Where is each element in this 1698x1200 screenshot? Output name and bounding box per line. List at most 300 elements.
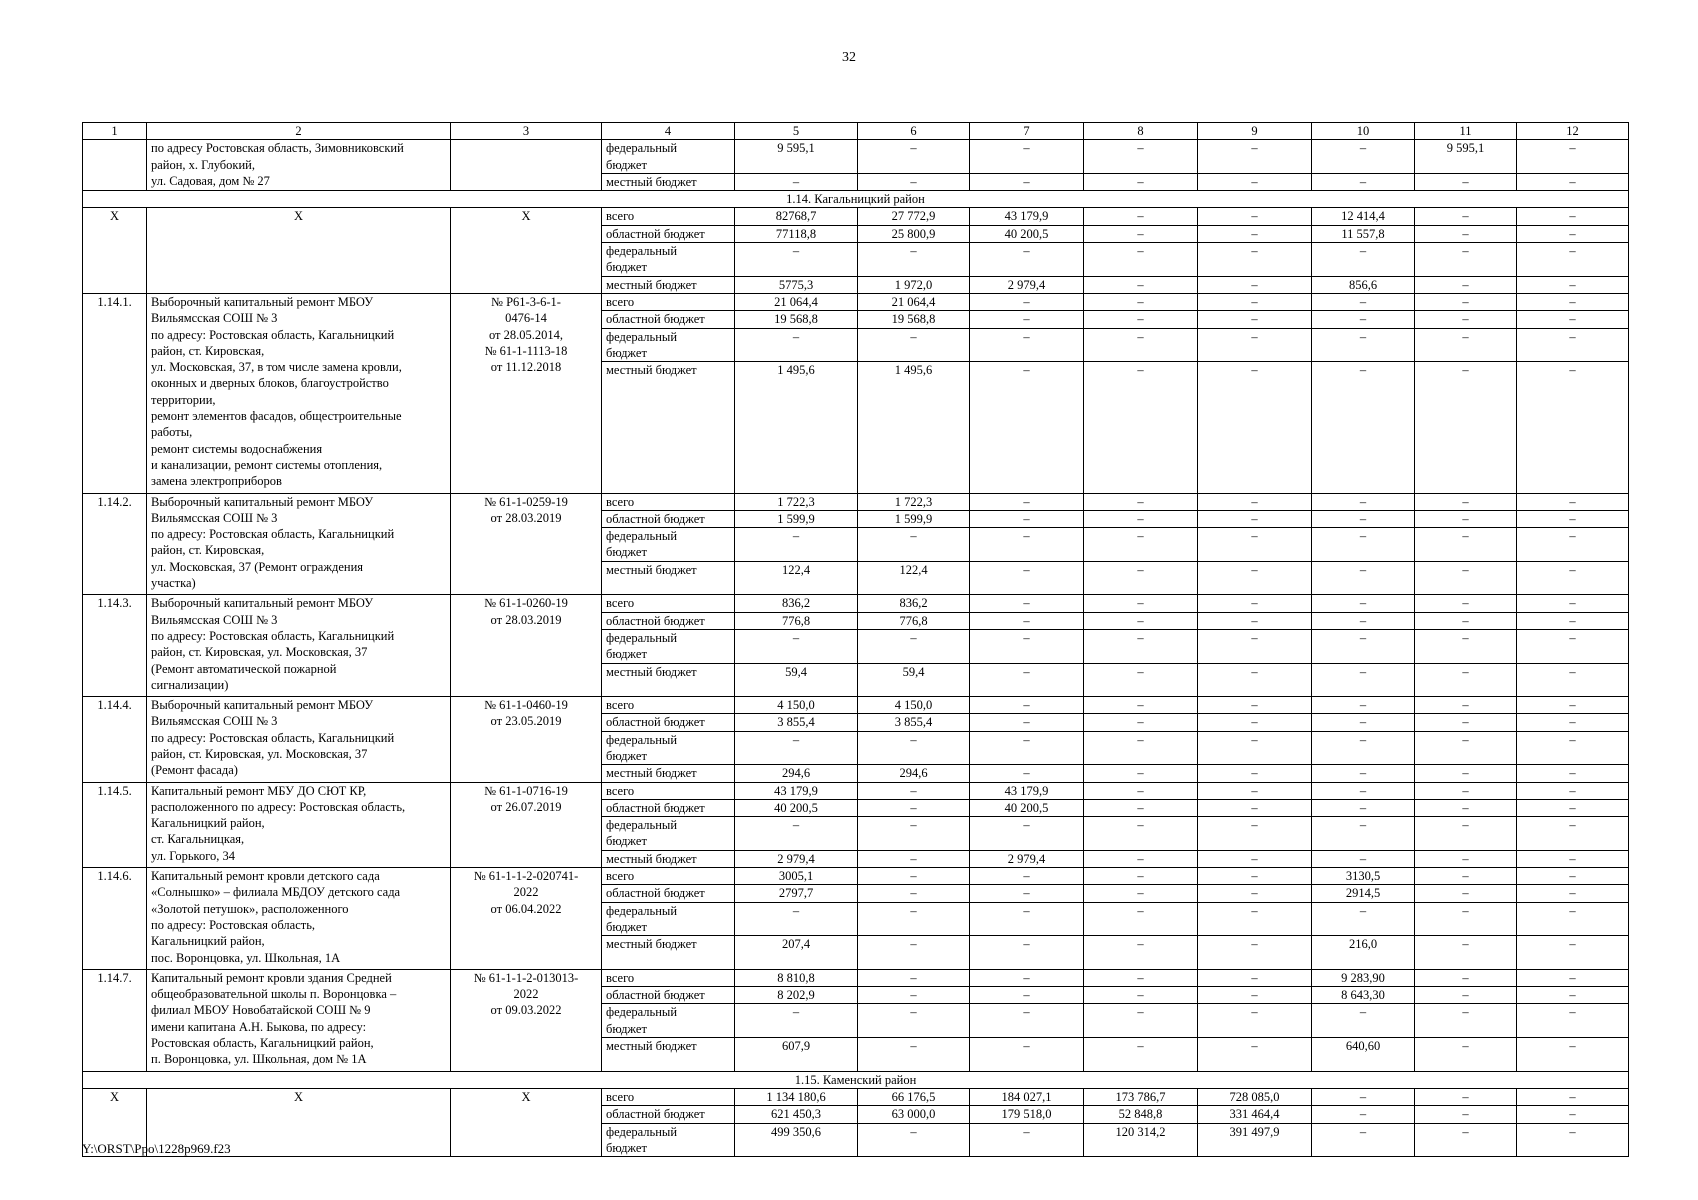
- budget-type-label: федеральный бюджет: [602, 629, 735, 663]
- amount-cell: –: [1517, 799, 1629, 816]
- budget-type-label: местный бюджет: [602, 173, 735, 190]
- amount-cell: –: [1198, 293, 1312, 310]
- table-row: [83, 208, 1629, 225]
- amount-cell: –: [1084, 765, 1198, 782]
- budget-type-label: всего: [602, 782, 735, 799]
- amount-cell: –: [1084, 731, 1198, 765]
- amount-cell: 331 464,4: [1198, 1106, 1312, 1123]
- amount-cell: –: [1517, 225, 1629, 242]
- amount-cell: –: [1312, 1088, 1415, 1105]
- budget-type-label: местный бюджет: [602, 276, 735, 293]
- item-number: 1.14.2.: [83, 493, 147, 595]
- summary-mark: Х: [83, 1088, 147, 1156]
- amount-cell: –: [1084, 493, 1198, 510]
- item-description: Выборочный капитальный ремонт МБОУ Вильямсская СОШ № 3 по адресу: Ростовская область, Кагальницкий район, ст. Кировская, ул. Московская, 37 (Ремонт ограждения участка): [147, 493, 451, 595]
- amount-cell: –: [970, 868, 1084, 885]
- amount-cell: 836,2: [735, 595, 858, 612]
- amount-cell: –: [1415, 1038, 1517, 1072]
- table-row: [83, 293, 1629, 310]
- amount-cell: –: [858, 902, 970, 936]
- amount-cell: –: [970, 765, 1084, 782]
- amount-cell: –: [1415, 817, 1517, 851]
- item-description: Капитальный ремонт МБУ ДО СЮТ КР, расположенного по адресу: Ростовская область, Кагальницкий район, ст. Кагальницкая, ул. Горького, 34: [147, 782, 451, 867]
- amount-cell: –: [1198, 595, 1312, 612]
- document-number: № 61-1-0716-19 от 26.07.2019: [451, 782, 602, 867]
- amount-cell: –: [1415, 225, 1517, 242]
- column-number: 8: [1084, 123, 1198, 140]
- amount-cell: –: [1312, 731, 1415, 765]
- amount-cell: –: [1517, 663, 1629, 697]
- amount-cell: –: [1198, 885, 1312, 902]
- amount-cell: 391 497,9: [1198, 1123, 1312, 1157]
- amount-cell: –: [1312, 663, 1415, 697]
- amount-cell: –: [1415, 850, 1517, 867]
- item-description: Выборочный капитальный ремонт МБОУ Вильямсская СОШ № 3 по адресу: Ростовская область, Кагальницкий район, ст. Кировская, ул. Московская, 37 (Ремонт автоматической пожарной сигнализации): [147, 595, 451, 697]
- amount-cell: 8 643,30: [1312, 987, 1415, 1004]
- amount-cell: 216,0: [1312, 936, 1415, 970]
- amount-cell: –: [1198, 612, 1312, 629]
- item-number: 1.14.1.: [83, 293, 147, 493]
- table-row: [83, 782, 1629, 799]
- budget-type-label: федеральный бюджет: [602, 902, 735, 936]
- amount-cell: –: [1517, 936, 1629, 970]
- document-number: № Р61-3-6-1- 0476-14 от 28.05.2014, № 61-1-1113-18 от 11.12.2018: [451, 293, 602, 493]
- budget-type-label: областной бюджет: [602, 311, 735, 328]
- amount-cell: –: [970, 663, 1084, 697]
- amount-cell: –: [1312, 328, 1415, 362]
- amount-cell: –: [1084, 782, 1198, 799]
- budget-type-label: федеральный бюджет: [602, 1004, 735, 1038]
- amount-cell: 1 722,3: [735, 493, 858, 510]
- amount-cell: –: [1517, 362, 1629, 493]
- amount-cell: –: [858, 140, 970, 174]
- amount-cell: –: [1084, 293, 1198, 310]
- amount-cell: –: [1415, 969, 1517, 986]
- amount-cell: –: [1415, 697, 1517, 714]
- amount-cell: –: [1517, 293, 1629, 310]
- amount-cell: –: [970, 362, 1084, 493]
- amount-cell: –: [1084, 208, 1198, 225]
- amount-cell: –: [1415, 885, 1517, 902]
- amount-cell: –: [1415, 510, 1517, 527]
- summary-mark: Х: [147, 1088, 451, 1156]
- amount-cell: –: [1312, 765, 1415, 782]
- amount-cell: 499 350,6: [735, 1123, 858, 1157]
- amount-cell: 3005,1: [735, 868, 858, 885]
- amount-cell: –: [1084, 629, 1198, 663]
- amount-cell: 1 599,9: [858, 510, 970, 527]
- amount-cell: 21 064,4: [858, 293, 970, 310]
- budget-type-label: областной бюджет: [602, 885, 735, 902]
- amount-cell: 27 772,9: [858, 208, 970, 225]
- document-number: № 61-1-0460-19 от 23.05.2019: [451, 697, 602, 782]
- amount-cell: –: [1198, 328, 1312, 362]
- budget-type-label: федеральный бюджет: [602, 140, 735, 174]
- amount-cell: –: [1198, 714, 1312, 731]
- budget-type-label: местный бюджет: [602, 663, 735, 697]
- amount-cell: –: [970, 987, 1084, 1004]
- budget-type-label: всего: [602, 493, 735, 510]
- amount-cell: 2 979,4: [735, 850, 858, 867]
- amount-cell: –: [1084, 510, 1198, 527]
- amount-cell: –: [1084, 328, 1198, 362]
- column-number: 11: [1415, 123, 1517, 140]
- footer-file-path: Y:\ORST\Ppo\1228p969.f23: [82, 1141, 231, 1156]
- column-number: 2: [147, 123, 451, 140]
- amount-cell: –: [970, 612, 1084, 629]
- amount-cell: –: [1198, 969, 1312, 986]
- amount-cell: 1 972,0: [858, 276, 970, 293]
- amount-cell: –: [1198, 1004, 1312, 1038]
- amount-cell: –: [1415, 1106, 1517, 1123]
- amount-cell: –: [1517, 1106, 1629, 1123]
- amount-cell: –: [1415, 173, 1517, 190]
- amount-cell: 3 855,4: [858, 714, 970, 731]
- amount-cell: –: [1084, 276, 1198, 293]
- amount-cell: –: [970, 243, 1084, 277]
- column-number: 10: [1312, 123, 1415, 140]
- amount-cell: –: [1517, 868, 1629, 885]
- amount-cell: –: [1415, 311, 1517, 328]
- amount-cell: 184 027,1: [970, 1088, 1084, 1105]
- amount-cell: –: [970, 328, 1084, 362]
- budget-table: [82, 122, 1629, 1157]
- amount-cell: –: [970, 969, 1084, 986]
- amount-cell: –: [1415, 1004, 1517, 1038]
- budget-type-label: областной бюджет: [602, 799, 735, 816]
- document-number: [451, 140, 602, 191]
- column-number: 9: [1198, 123, 1312, 140]
- amount-cell: 294,6: [858, 765, 970, 782]
- table-row: [83, 969, 1629, 986]
- amount-cell: 40 200,5: [970, 225, 1084, 242]
- amount-cell: –: [970, 1038, 1084, 1072]
- amount-cell: –: [1517, 276, 1629, 293]
- amount-cell: 2914,5: [1312, 885, 1415, 902]
- budget-type-label: областной бюджет: [602, 612, 735, 629]
- amount-cell: –: [1415, 561, 1517, 595]
- amount-cell: –: [1084, 697, 1198, 714]
- amount-cell: –: [1312, 799, 1415, 816]
- amount-cell: –: [1517, 561, 1629, 595]
- column-number: 6: [858, 123, 970, 140]
- amount-cell: –: [1198, 208, 1312, 225]
- amount-cell: –: [858, 629, 970, 663]
- amount-cell: –: [1312, 311, 1415, 328]
- budget-type-label: федеральный бюджет: [602, 817, 735, 851]
- amount-cell: –: [1517, 595, 1629, 612]
- amount-cell: –: [1415, 987, 1517, 1004]
- amount-cell: –: [1198, 663, 1312, 697]
- amount-cell: 1 599,9: [735, 510, 858, 527]
- budget-type-label: местный бюджет: [602, 561, 735, 595]
- summary-mark: Х: [451, 208, 602, 293]
- amount-cell: 52 848,8: [1084, 1106, 1198, 1123]
- amount-cell: –: [1198, 868, 1312, 885]
- budget-type-label: областной бюджет: [602, 510, 735, 527]
- amount-cell: –: [1084, 936, 1198, 970]
- amount-cell: –: [1084, 225, 1198, 242]
- amount-cell: –: [1312, 293, 1415, 310]
- amount-cell: 621 450,3: [735, 1106, 858, 1123]
- amount-cell: –: [1198, 140, 1312, 174]
- amount-cell: 11 557,8: [1312, 225, 1415, 242]
- amount-cell: –: [1415, 714, 1517, 731]
- amount-cell: –: [970, 936, 1084, 970]
- amount-cell: –: [1312, 1123, 1415, 1157]
- amount-cell: –: [1517, 782, 1629, 799]
- amount-cell: –: [970, 528, 1084, 562]
- budget-type-label: федеральный бюджет: [602, 528, 735, 562]
- budget-type-label: всего: [602, 293, 735, 310]
- section-row: [83, 1071, 1629, 1088]
- amount-cell: –: [1198, 799, 1312, 816]
- amount-cell: –: [970, 885, 1084, 902]
- amount-cell: –: [970, 817, 1084, 851]
- column-number: 1: [83, 123, 147, 140]
- amount-cell: 9 595,1: [1415, 140, 1517, 174]
- amount-cell: –: [1198, 528, 1312, 562]
- budget-type-label: всего: [602, 208, 735, 225]
- amount-cell: –: [1415, 493, 1517, 510]
- amount-cell: 2 979,4: [970, 850, 1084, 867]
- amount-cell: –: [970, 311, 1084, 328]
- amount-cell: –: [1312, 510, 1415, 527]
- item-description: Выборочный капитальный ремонт МБОУ Вильямсская СОШ № 3 по адресу: Ростовская область, Кагальницкий район, ст. Кировская, ул. Московская, 37 (Ремонт фасада): [147, 697, 451, 782]
- amount-cell: –: [1517, 969, 1629, 986]
- amount-cell: –: [735, 243, 858, 277]
- amount-cell: –: [1084, 173, 1198, 190]
- amount-cell: –: [1517, 885, 1629, 902]
- amount-cell: –: [1084, 987, 1198, 1004]
- section-title: 1.15. Каменский район: [83, 1071, 1629, 1088]
- amount-cell: –: [1517, 612, 1629, 629]
- amount-cell: –: [1415, 208, 1517, 225]
- amount-cell: –: [735, 328, 858, 362]
- amount-cell: 40 200,5: [970, 799, 1084, 816]
- amount-cell: 66 176,5: [858, 1088, 970, 1105]
- amount-cell: –: [1084, 1004, 1198, 1038]
- item-number: 1.14.7.: [83, 969, 147, 1071]
- amount-cell: 77118,8: [735, 225, 858, 242]
- amount-cell: –: [858, 1004, 970, 1038]
- amount-cell: –: [1517, 311, 1629, 328]
- amount-cell: –: [735, 173, 858, 190]
- amount-cell: 1 134 180,6: [735, 1088, 858, 1105]
- amount-cell: –: [858, 1123, 970, 1157]
- amount-cell: –: [858, 936, 970, 970]
- amount-cell: –: [1198, 817, 1312, 851]
- amount-cell: 59,4: [858, 663, 970, 697]
- amount-cell: –: [1198, 850, 1312, 867]
- item-number: 1.14.3.: [83, 595, 147, 697]
- amount-cell: –: [1415, 782, 1517, 799]
- amount-cell: –: [1517, 731, 1629, 765]
- amount-cell: –: [1517, 1088, 1629, 1105]
- amount-cell: –: [1517, 1038, 1629, 1072]
- amount-cell: 19 568,8: [858, 311, 970, 328]
- amount-cell: –: [858, 850, 970, 867]
- amount-cell: –: [1312, 1004, 1415, 1038]
- amount-cell: –: [1312, 1106, 1415, 1123]
- amount-cell: –: [1312, 173, 1415, 190]
- amount-cell: –: [970, 173, 1084, 190]
- amount-cell: –: [1517, 528, 1629, 562]
- budget-type-label: федеральный бюджет: [602, 328, 735, 362]
- table-header-row: [83, 123, 1629, 140]
- amount-cell: 3130,5: [1312, 868, 1415, 885]
- amount-cell: –: [1312, 561, 1415, 595]
- amount-cell: –: [1312, 493, 1415, 510]
- amount-cell: –: [735, 902, 858, 936]
- amount-cell: –: [1312, 850, 1415, 867]
- amount-cell: –: [1312, 140, 1415, 174]
- item-number: 1.14.6.: [83, 868, 147, 970]
- amount-cell: 120 314,2: [1084, 1123, 1198, 1157]
- amount-cell: –: [1084, 140, 1198, 174]
- amount-cell: –: [1084, 311, 1198, 328]
- amount-cell: –: [1084, 885, 1198, 902]
- amount-cell: –: [1517, 493, 1629, 510]
- summary-mark: Х: [83, 208, 147, 293]
- amount-cell: –: [1198, 510, 1312, 527]
- amount-cell: –: [1415, 612, 1517, 629]
- amount-cell: –: [1415, 868, 1517, 885]
- amount-cell: –: [1084, 850, 1198, 867]
- column-number: 12: [1517, 123, 1629, 140]
- amount-cell: –: [858, 885, 970, 902]
- amount-cell: –: [1517, 208, 1629, 225]
- amount-cell: 207,4: [735, 936, 858, 970]
- amount-cell: –: [1198, 311, 1312, 328]
- amount-cell: –: [1198, 697, 1312, 714]
- amount-cell: –: [1084, 969, 1198, 986]
- amount-cell: –: [1415, 765, 1517, 782]
- amount-cell: –: [1084, 528, 1198, 562]
- amount-cell: 82768,7: [735, 208, 858, 225]
- amount-cell: –: [1312, 817, 1415, 851]
- amount-cell: –: [1198, 731, 1312, 765]
- budget-type-label: местный бюджет: [602, 362, 735, 493]
- amount-cell: –: [970, 902, 1084, 936]
- amount-cell: –: [735, 1004, 858, 1038]
- amount-cell: –: [970, 510, 1084, 527]
- amount-cell: 59,4: [735, 663, 858, 697]
- amount-cell: –: [858, 817, 970, 851]
- amount-cell: –: [1415, 629, 1517, 663]
- amount-cell: –: [1084, 595, 1198, 612]
- amount-cell: –: [1198, 987, 1312, 1004]
- document-number: № 61-1-0259-19 от 28.03.2019: [451, 493, 602, 595]
- document-number: № 61-1-0260-19 от 28.03.2019: [451, 595, 602, 697]
- amount-cell: 40 200,5: [735, 799, 858, 816]
- table-row: [83, 493, 1629, 510]
- column-number: 4: [602, 123, 735, 140]
- item-description: Выборочный капитальный ремонт МБОУ Вильямсская СОШ № 3 по адресу: Ростовская область, Кагальницкий район, ст. Кировская, ул. Московская, 37, в том числе замена кровли, оконных и дверных блоков, благоустройство территории, ремонт элементов фасадов, общестроительные работы, ремонт системы водоснабжения и канализации, ремонт системы отопления, замена электроприборов: [147, 293, 451, 493]
- amount-cell: –: [970, 1004, 1084, 1038]
- amount-cell: –: [1415, 1123, 1517, 1157]
- amount-cell: –: [1517, 714, 1629, 731]
- amount-cell: –: [1415, 1088, 1517, 1105]
- amount-cell: –: [858, 969, 970, 986]
- amount-cell: 43 179,9: [735, 782, 858, 799]
- item-description: по адресу Ростовская область, Зимовниковский район, х. Глубокий, ул. Садовая, дом № 27: [147, 140, 451, 191]
- table-row: [83, 868, 1629, 885]
- amount-cell: –: [1312, 902, 1415, 936]
- amount-cell: –: [1084, 362, 1198, 493]
- amount-cell: –: [1084, 612, 1198, 629]
- amount-cell: –: [1198, 276, 1312, 293]
- amount-cell: –: [1312, 243, 1415, 277]
- amount-cell: –: [1517, 243, 1629, 277]
- amount-cell: –: [1517, 765, 1629, 782]
- amount-cell: –: [1415, 276, 1517, 293]
- amount-cell: 4 150,0: [735, 697, 858, 714]
- amount-cell: 43 179,9: [970, 208, 1084, 225]
- amount-cell: –: [735, 731, 858, 765]
- amount-cell: 122,4: [858, 561, 970, 595]
- budget-type-label: местный бюджет: [602, 765, 735, 782]
- amount-cell: 12 414,4: [1312, 208, 1415, 225]
- amount-cell: 179 518,0: [970, 1106, 1084, 1123]
- amount-cell: –: [1084, 817, 1198, 851]
- amount-cell: –: [1312, 595, 1415, 612]
- column-number: 3: [451, 123, 602, 140]
- amount-cell: –: [1312, 714, 1415, 731]
- amount-cell: –: [858, 1038, 970, 1072]
- column-number: 5: [735, 123, 858, 140]
- amount-cell: –: [1517, 817, 1629, 851]
- amount-cell: –: [1198, 561, 1312, 595]
- amount-cell: –: [1415, 799, 1517, 816]
- amount-cell: –: [1415, 595, 1517, 612]
- budget-type-label: местный бюджет: [602, 1038, 735, 1072]
- amount-cell: –: [1198, 936, 1312, 970]
- amount-cell: 1 495,6: [858, 362, 970, 493]
- amount-cell: –: [1517, 1123, 1629, 1157]
- amount-cell: –: [970, 493, 1084, 510]
- budget-type-label: областной бюджет: [602, 225, 735, 242]
- amount-cell: –: [970, 595, 1084, 612]
- amount-cell: –: [858, 243, 970, 277]
- table-row: [83, 1088, 1629, 1105]
- amount-cell: 63 000,0: [858, 1106, 970, 1123]
- amount-cell: 294,6: [735, 765, 858, 782]
- amount-cell: –: [1084, 714, 1198, 731]
- amount-cell: –: [1415, 293, 1517, 310]
- budget-type-label: федеральный бюджет: [602, 731, 735, 765]
- amount-cell: –: [970, 561, 1084, 595]
- amount-cell: –: [970, 714, 1084, 731]
- table-row: [83, 697, 1629, 714]
- amount-cell: –: [858, 868, 970, 885]
- amount-cell: 21 064,4: [735, 293, 858, 310]
- amount-cell: –: [1198, 493, 1312, 510]
- amount-cell: 122,4: [735, 561, 858, 595]
- amount-cell: –: [1312, 362, 1415, 493]
- budget-type-label: всего: [602, 1088, 735, 1105]
- amount-cell: –: [970, 140, 1084, 174]
- page-number: 32: [842, 50, 856, 65]
- table-row: [83, 140, 1629, 174]
- column-number: 7: [970, 123, 1084, 140]
- document-number: № 61-1-1-2-020741- 2022 от 06.04.2022: [451, 868, 602, 970]
- amount-cell: 8 810,8: [735, 969, 858, 986]
- amount-cell: –: [1084, 868, 1198, 885]
- amount-cell: –: [970, 629, 1084, 663]
- summary-mark: Х: [451, 1088, 602, 1156]
- amount-cell: –: [1517, 987, 1629, 1004]
